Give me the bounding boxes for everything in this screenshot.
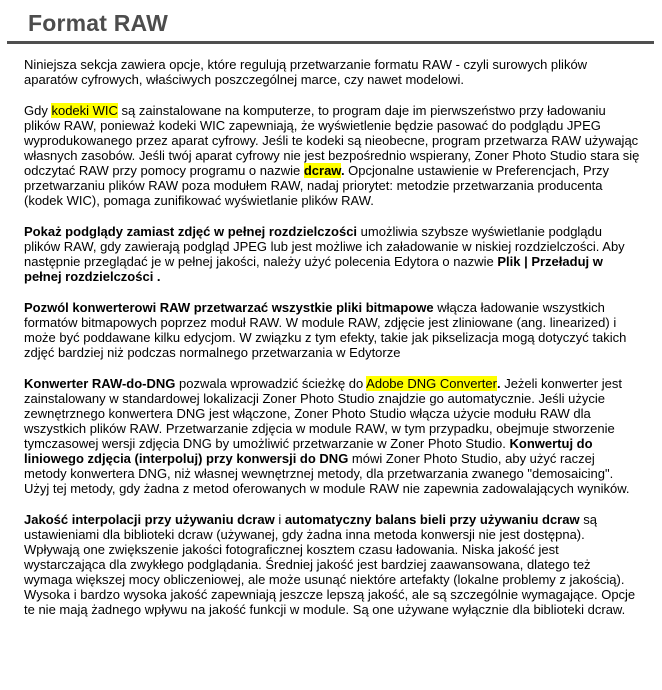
option-name: .: [496, 376, 501, 391]
option-name: Plik | Przeładuj w pełnej rozdzielczości .: [24, 254, 603, 284]
paragraph: [24, 376, 640, 496]
title-rule: [7, 41, 654, 44]
option-name: Pokaż podglądy zamiast zdjęć w pełnej rozdzielczości: [24, 224, 358, 239]
paragraph: [24, 57, 640, 87]
content: [24, 57, 640, 617]
option-name: Konwertuj do liniowego zdjęcia (interpoluj) przy konwersji do DNG: [24, 436, 593, 466]
body-text: mówi Zoner Photo Studio, aby użyć raczej metody konwertera DNG, niż własnej wewnętrznej metody, dla przetwarzania zwanego "demosaicing". Użyj tej metody, gdy żadna z metod oferowanych w module RAW nie zapewnia zadowalających wyników.: [24, 451, 630, 496]
highlighted-term: dcraw: [303, 163, 341, 178]
body-text: są ustawieniami dla biblioteki dcraw (używanej, gdy żadna inna metoda konwersji nie jest dostępna). Wpływają one zwiększenie jakości fotograficznej kosztem czasu ładowania. Niska jakość jest wystarczająca dla zwykłego podglądania. Średniej jakość jest bardziej zaawansowana, dlatego też wymaga większej mocy obliczeniowej, ale może usunąć niektóre artefakty (lokalne problemy z jakością). Wysoka i bardzo wysoka jakość zapewniają jeszcze lepszą jakość, ale są szczególnie wymagające. Opcje te nie mają żadnego wpływu na jakość funkcji w module. Są one używane wyłącznie dla biblioteki dcraw.: [24, 512, 636, 617]
paragraph: [24, 300, 640, 360]
option-name: Jakość interpolacji przy używaniu dcraw: [24, 512, 275, 527]
paragraph: [24, 512, 640, 617]
highlighted-term: Adobe DNG Converter: [366, 376, 497, 391]
body-text: umożliwia szybsze wyświetlanie podglądu plików RAW, gdy zawierają podgląd JPEG lub jest możliwe ich załadowanie w niskiej rozdzielczości. Aby następnie przeglądać je w pełnej jakości, należy użyć polecenia Edytora o nazwie: [24, 224, 625, 269]
body-text: są zainstalowane na komputerze, to program daje im pierwszeństwo przy ładowaniu plików RAW, ponieważ kodeki WIC zapewniają, że wyświetlenie będzie pasować do podglądu JPEG wyprodukowanego przez aparat cyfrowy. Jeśli te kodeki są nieobecne, program przetwarza RAW używając własnych zasobów. Jeśli twój aparat cyfrowy nie jest bezpośrednio wspierany, Zoner Photo Studio stara się odczytać RAW przy pomocy programu o nazwie: [24, 103, 640, 178]
body-text: włącza ładowanie wszystkich formatów bitmapowych poprzez moduł RAW. W module RAW, zdjęcie jest zliniowane (ang. linearized) i może być poddawane kilku edycjom. W związku z tym efekty, takie jak pikselizacja mogą dotyczyć takich zdjęć bardziej niż podczas normalnego przetwarzania w Edytorze: [24, 300, 627, 360]
body-text: Jeżeli konwerter jest zainstalowany w standardowej lokalizacji Zoner Photo Studio znajdzie go automatycznie. Jeśli użycie zewnętrznego konwertera DNG jest włączone, Zoner Photo Studio włącza użycie modułu RAW dla wszystkich plików RAW. Przetwarzanie zdjęcia w module RAW, w tym przypadku, obejmuje stworzenie tymczasowej wersji zdjęcia DNG by umożliwić przetwarzanie w Zoner Photo Studio.: [24, 376, 622, 451]
page-title: Format RAW: [28, 10, 168, 36]
paragraph: [24, 103, 640, 208]
body-text: Opcjonalne ustawienie w Preferencjach, Przy przetwarzaniu plików RAW poza modułem RAW, nadaj priorytet: metodzie przetwarzania producenta (kodek WIC), pomaga zunifikować wyświetlanie plików RAW.: [24, 163, 610, 208]
body-text: i: [274, 512, 285, 527]
option-name: .: [340, 163, 345, 178]
body-text: Gdy: [24, 103, 52, 118]
option-name: automatyczny balans bieli przy używaniu dcraw: [284, 512, 580, 527]
highlighted-term: kodeki WIC: [51, 103, 118, 118]
option-name: Konwerter RAW-do-DNG: [24, 376, 176, 391]
option-name: Pozwól konwerterowi RAW przetwarzać wszystkie pliki bitmapowe: [24, 300, 434, 315]
body-text: pozwala wprowadzić ścieżkę do: [175, 376, 367, 391]
paragraph: [24, 224, 640, 284]
body-text: Niniejsza sekcja zawiera opcje, które regulują przetwarzanie formatu RAW - czyli surowych plików aparatów cyfrowych, właściwych poszczególnej marce, czy nawet modelowi.: [24, 57, 588, 87]
